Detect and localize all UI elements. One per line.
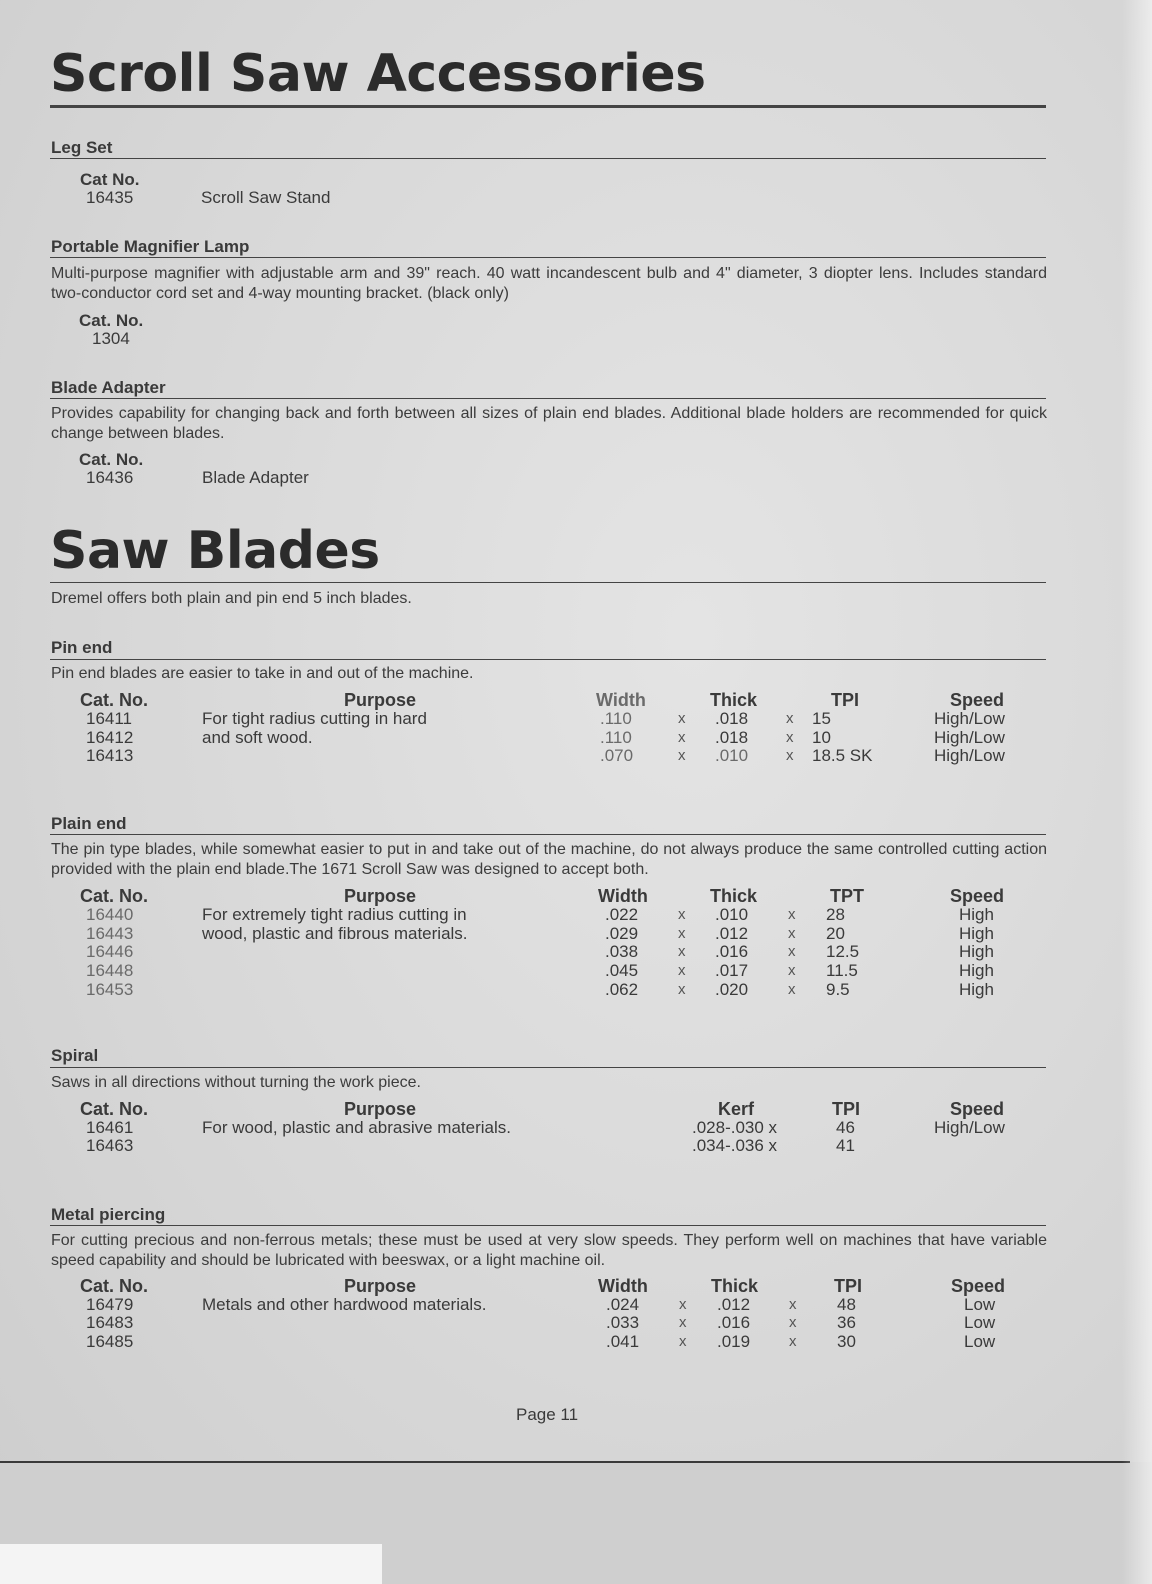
col-header-purpose: Purpose <box>344 886 417 906</box>
width-value: .033 <box>606 1313 640 1332</box>
col-header-purpose: Purpose <box>344 690 417 710</box>
section-title-spiral: Spiral <box>51 1046 99 1065</box>
speed-value: Low <box>964 1295 996 1314</box>
x-mark: x <box>678 710 686 727</box>
section-description: Multi-purpose magnifier with adjustable arm and 39" reach. 40 watt incandescent bulb and 4" diameter, 3 diopter lens. Includes standard two-conductor cord set and 4-way mounting bracket. (black only) <box>51 265 1047 302</box>
section-title-magnifier: Portable Magnifier Lamp <box>51 237 250 256</box>
tpi-value: 11.5 <box>826 961 858 980</box>
col-header-thick: Thick <box>711 1276 759 1296</box>
col-header-tpi: TPI <box>831 690 860 710</box>
col-header-tpi: TPI <box>834 1276 863 1296</box>
col-header-kerf: Kerf <box>718 1099 755 1119</box>
thick-value: .020 <box>715 980 749 999</box>
width-value: .110 <box>600 728 632 747</box>
x-mark: x <box>678 962 686 979</box>
col-header-thick: Thick <box>710 690 758 710</box>
cat-no-value: 16453 <box>86 980 134 999</box>
width-value: .029 <box>605 924 639 943</box>
section-rule <box>50 834 1046 835</box>
tpi-value: 20 <box>826 924 845 943</box>
col-header-cat: Cat. No. <box>80 1099 149 1119</box>
speed-value: High <box>959 905 994 924</box>
page-heading-blades: Saw Blades <box>50 521 380 581</box>
tpi-value: 15 <box>812 709 831 728</box>
x-mark: x <box>789 1333 797 1350</box>
width-value: .045 <box>605 961 639 980</box>
thick-value: .018 <box>715 709 749 728</box>
thick-value: .018 <box>715 728 749 747</box>
col-header-speed: Speed <box>951 1276 1006 1296</box>
purpose-text: Metals and other hardwood materials. <box>202 1295 487 1314</box>
section-description: Provides capability for changing back and forth between all sizes of plain end blades. Additional blade holders are recommended for quick change between blades. <box>51 405 1047 442</box>
tpi-value: 48 <box>837 1295 856 1314</box>
cat-no-value: 16443 <box>86 924 134 943</box>
tpi-value: 18.5 SK <box>812 746 873 765</box>
item-name: Scroll Saw Stand <box>201 188 331 207</box>
section-description: Saws in all directions without turning the work piece. <box>51 1074 421 1091</box>
thick-value: .016 <box>717 1313 751 1332</box>
thick-value: .016 <box>715 942 749 961</box>
cat-no-value: 16435 <box>86 188 134 207</box>
x-mark: x <box>679 1314 687 1331</box>
x-mark: x <box>786 747 794 764</box>
cat-no-value: 16463 <box>86 1136 134 1155</box>
purpose-text: and soft wood. <box>202 728 313 747</box>
width-value: .038 <box>605 942 639 961</box>
cat-no-value: 16448 <box>86 961 134 980</box>
tpi-value: 46 <box>836 1118 855 1137</box>
section-title-leg-set: Leg Set <box>51 138 113 157</box>
cat-no-value: 16412 <box>86 728 134 747</box>
section-title-plain-end: Plain end <box>51 814 127 833</box>
x-mark: x <box>788 962 796 979</box>
cat-no-value: 1304 <box>92 329 130 348</box>
cat-no-value: 16440 <box>86 905 134 924</box>
col-header-cat: Cat. No. <box>80 1276 149 1296</box>
purpose-text: wood, plastic and fibrous materials. <box>202 924 468 943</box>
col-header-width: Width <box>596 690 646 710</box>
tpi-value: 36 <box>837 1313 856 1332</box>
section-title-blade-adapter: Blade Adapter <box>51 378 166 397</box>
x-mark: x <box>788 906 796 923</box>
col-header-purpose: Purpose <box>344 1276 417 1296</box>
section-description: Pin end blades are easier to take in and out of the machine. <box>51 665 474 682</box>
speed-value: Low <box>964 1332 996 1351</box>
cat-no-value: 16485 <box>86 1332 134 1351</box>
cat-no-value: 16479 <box>86 1295 134 1314</box>
col-header-width: Width <box>598 886 648 906</box>
x-mark: x <box>679 1333 687 1350</box>
scan-artifact <box>0 1544 382 1584</box>
speed-value: High <box>959 924 994 943</box>
col-header-speed: Speed <box>950 886 1005 906</box>
col-header-cat: Cat. No. <box>80 886 149 906</box>
x-mark: x <box>678 729 686 746</box>
item-name: Blade Adapter <box>202 468 309 487</box>
tpi-value: 12.5 <box>826 942 860 961</box>
width-value: .070 <box>600 746 634 765</box>
cat-no-value: 16483 <box>86 1313 134 1332</box>
cat-no-value: 16411 <box>86 709 133 728</box>
x-mark: x <box>788 943 796 960</box>
section-rule <box>50 1225 1046 1226</box>
x-mark: x <box>678 943 686 960</box>
tpi-value: 30 <box>837 1332 856 1351</box>
x-mark: x <box>679 1296 687 1313</box>
section-title-pin-end: Pin end <box>51 638 113 657</box>
section-description: For cutting precious and non-ferrous metals; these must be used at very slow speeds. They perform well on machines that have variable speed capability and should be lubricated with beeswax, or a light machine oil. <box>51 1232 1047 1269</box>
thick-value: .017 <box>715 961 749 980</box>
kerf-value: .034-.036 x <box>692 1136 778 1155</box>
x-mark: x <box>789 1314 797 1331</box>
col-header-cat: Cat. No. <box>80 690 149 710</box>
section-rule <box>50 659 1046 660</box>
col-header-speed: Speed <box>950 690 1005 710</box>
heading-rule <box>50 582 1046 583</box>
section-rule <box>50 398 1046 399</box>
width-value: .041 <box>606 1332 640 1351</box>
x-mark: x <box>678 906 686 923</box>
thick-value: .019 <box>717 1332 751 1351</box>
page-bottom-edge <box>0 1461 1130 1463</box>
speed-value: High/Low <box>934 728 1005 747</box>
width-value: .110 <box>600 709 632 728</box>
x-mark: x <box>788 981 796 998</box>
purpose-text: For tight radius cutting in hard <box>202 709 427 728</box>
section-description: The pin type blades, while somewhat easier to put in and take out of the machine, do not always produce the same controlled cutting action provided with the plain end blade.The 1671 Scroll Saw was designed to accept both. <box>51 841 1047 878</box>
page-number: Page 11 <box>516 1405 579 1424</box>
section-title-metal-piercing: Metal piercing <box>51 1205 166 1224</box>
x-mark: x <box>786 710 794 727</box>
page-heading-accessories: Scroll Saw Accessories <box>50 44 706 104</box>
thick-value: .012 <box>715 924 749 943</box>
x-mark: x <box>786 729 794 746</box>
x-mark: x <box>678 747 686 764</box>
thick-value: .012 <box>717 1295 751 1314</box>
section-rule <box>50 1067 1046 1068</box>
blades-intro: Dremel offers both plain and pin end 5 inch blades. <box>51 590 412 607</box>
cat-no-value: 16446 <box>86 942 134 961</box>
col-header-purpose: Purpose <box>344 1099 417 1119</box>
section-rule <box>50 257 1046 258</box>
cat-no-value: 16436 <box>86 468 134 487</box>
section-rule <box>50 158 1046 159</box>
speed-value: High/Low <box>934 709 1005 728</box>
cat-no-value: 16413 <box>86 746 134 765</box>
page-edge-shadow <box>1122 0 1152 1584</box>
heading-rule <box>50 105 1046 108</box>
speed-value: Low <box>964 1313 996 1332</box>
cat-no-label: Cat No. <box>80 170 140 189</box>
cat-no-label: Cat. No. <box>79 450 144 469</box>
thick-value: .010 <box>715 746 749 765</box>
thick-value: .010 <box>715 905 749 924</box>
col-header-tpi: TPI <box>832 1099 861 1119</box>
width-value: .062 <box>605 980 639 999</box>
x-mark: x <box>678 925 686 942</box>
col-header-speed: Speed <box>950 1099 1005 1119</box>
x-mark: x <box>789 1296 797 1313</box>
width-value: .022 <box>605 905 639 924</box>
tpi-value: 28 <box>826 905 845 924</box>
speed-value: High <box>959 961 994 980</box>
speed-value: High <box>959 942 994 961</box>
tpi-value: 9.5 <box>826 980 850 999</box>
speed-value: High/Low <box>934 1118 1005 1137</box>
col-header-tpt: TPT <box>830 886 864 906</box>
speed-value: High/Low <box>934 746 1005 765</box>
width-value: .024 <box>606 1295 640 1314</box>
col-header-thick: Thick <box>710 886 758 906</box>
purpose-text: For extremely tight radius cutting in <box>202 905 467 924</box>
purpose-text: For wood, plastic and abrasive materials. <box>202 1118 511 1137</box>
x-mark: x <box>678 981 686 998</box>
tpi-value: 41 <box>836 1136 855 1155</box>
x-mark: x <box>788 925 796 942</box>
col-header-width: Width <box>598 1276 648 1296</box>
speed-value: High <box>959 980 994 999</box>
cat-no-label: Cat. No. <box>79 311 144 330</box>
kerf-value: .028-.030 x <box>692 1118 778 1137</box>
tpi-value: 10 <box>812 728 831 747</box>
cat-no-value: 16461 <box>86 1118 134 1137</box>
